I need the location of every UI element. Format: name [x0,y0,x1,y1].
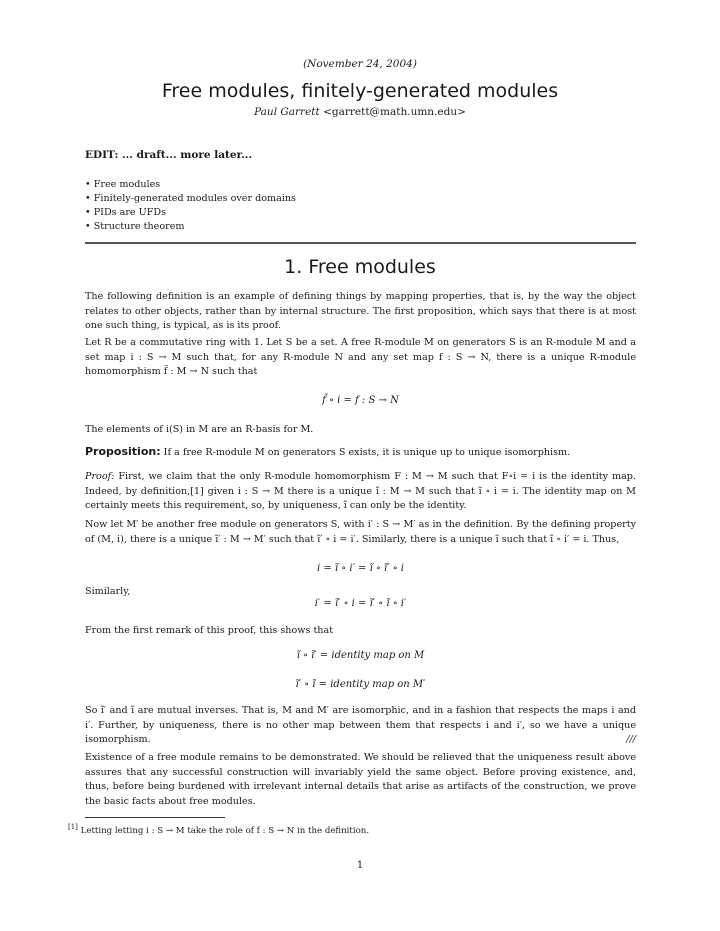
proposition [85,445,636,461]
paragraph-first-remark: From the first remark of this proof, this shows that [85,625,334,636]
paragraph-intro: The following definition is an example of defining things by mapping properties, that is, by the way the object relates to other objects, rather than by internal structure. The first proposition, which says that there is at most one such thing, is typical, as is its proof. [85,291,636,331]
paragraph-existence: Existence of a free module remains to be demonstrated. We should be relieved that the uniqueness result above assures that any successful construction will invariably yield the same object. Before proving existence, and, thus, before being burdened with irrelevant internal details that arise as artifacts of the construction, we prove the basic facts about free modules. [85,752,636,807]
date-line: (November 24, 2004) [303,58,417,70]
toc-item: • Finitely-generated modules over domains [85,192,296,206]
toc-item: • Structure theorem [85,220,296,234]
paragraph-other-module: Now let M′ be another free module on generators S, with i′ : S → M′ as in the definition. By the defining property of (M, i), there is a unique ĩ′ : M → M′ such that ĩ′ ∘ i = i′. Similarly, there is a unique ĩ such that ĩ ∘ i′ = i. Thus, [85,519,636,545]
proposition-text: If a free R-module M on generators S exists, it is unique up to unique isomorphism. [163,447,571,458]
section-title: 1. Free modules [284,256,436,278]
author-line [0,106,720,118]
toc-item: • Free modules [85,178,296,192]
paragraph-mutual-inverses [85,704,636,748]
paper-title: Free modules, finitely-generated modules [161,80,559,102]
qed-mark: /// [626,734,636,745]
equation-4: ĩ ∘ ĩ′ = identity map on M [296,650,425,661]
equation-3: i′ = ĩ′ ∘ i = ĩ′ ∘ ĩ ∘ i′ [314,598,407,609]
mutual-inverses-text: So ĩ′ and ĩ are mutual inverses. That is, M and M′ are isomorphic, and in a fashion that respects the maps i and i′. Further, by uniqueness, there is no other map between them that respects i and i′, so we have a unique isomorphism. [85,705,636,745]
toc-item: • PIDs are UFDs [85,206,296,220]
edit-note: EDIT: ... draft... more later... [85,149,253,161]
proof-text: First, we claim that the only R-module homomorphism F : M → M such that F∘i = i is the identity map. Indeed, by definition,[1] given i : S → M there is a unique ĩ : M → M such that ĩ ∘ i = i. The identity map on M certainly meets this requirement, so, by uniqueness, ĩ can only be the identity. [85,471,636,511]
author-email: <garrett@math.umn.edu> [323,106,466,118]
paragraph-definition: Let R be a commutative ring with 1. Let S be a set. A free R-module M on generators S is an R-module M and a set map i : S → M such that, for any R-module N and any set map f : S → N, there is a unique R-module homomorphism f̃ : M → N such that [85,337,636,377]
equation-2: i = ĩ ∘ i′ = ĩ ∘ ĩ′ ∘ i [317,563,404,574]
paragraph-similarly: Similarly, [85,586,131,597]
page-number: 1 [356,860,364,871]
proof [85,470,636,514]
footnote-mark: [1] [68,823,78,831]
table-of-contents [85,178,296,234]
equation-5: ĩ′ ∘ ĩ = identity map on M′ [295,679,426,690]
footnote [68,823,638,836]
proof-label: Proof: [85,471,115,482]
proposition-label: Proposition: [85,445,161,458]
author-name: Paul Garrett [254,106,320,118]
footnote-text: Letting letting i : S → M take the role of f : S → N in the definition. [80,825,370,836]
footnote-rule [85,817,225,818]
paragraph-basis: The elements of i(S) in M are an R-basis for M. [85,424,314,435]
section-divider [85,242,636,244]
equation-1: f̃ ∘ i = f : S → N [322,395,399,406]
